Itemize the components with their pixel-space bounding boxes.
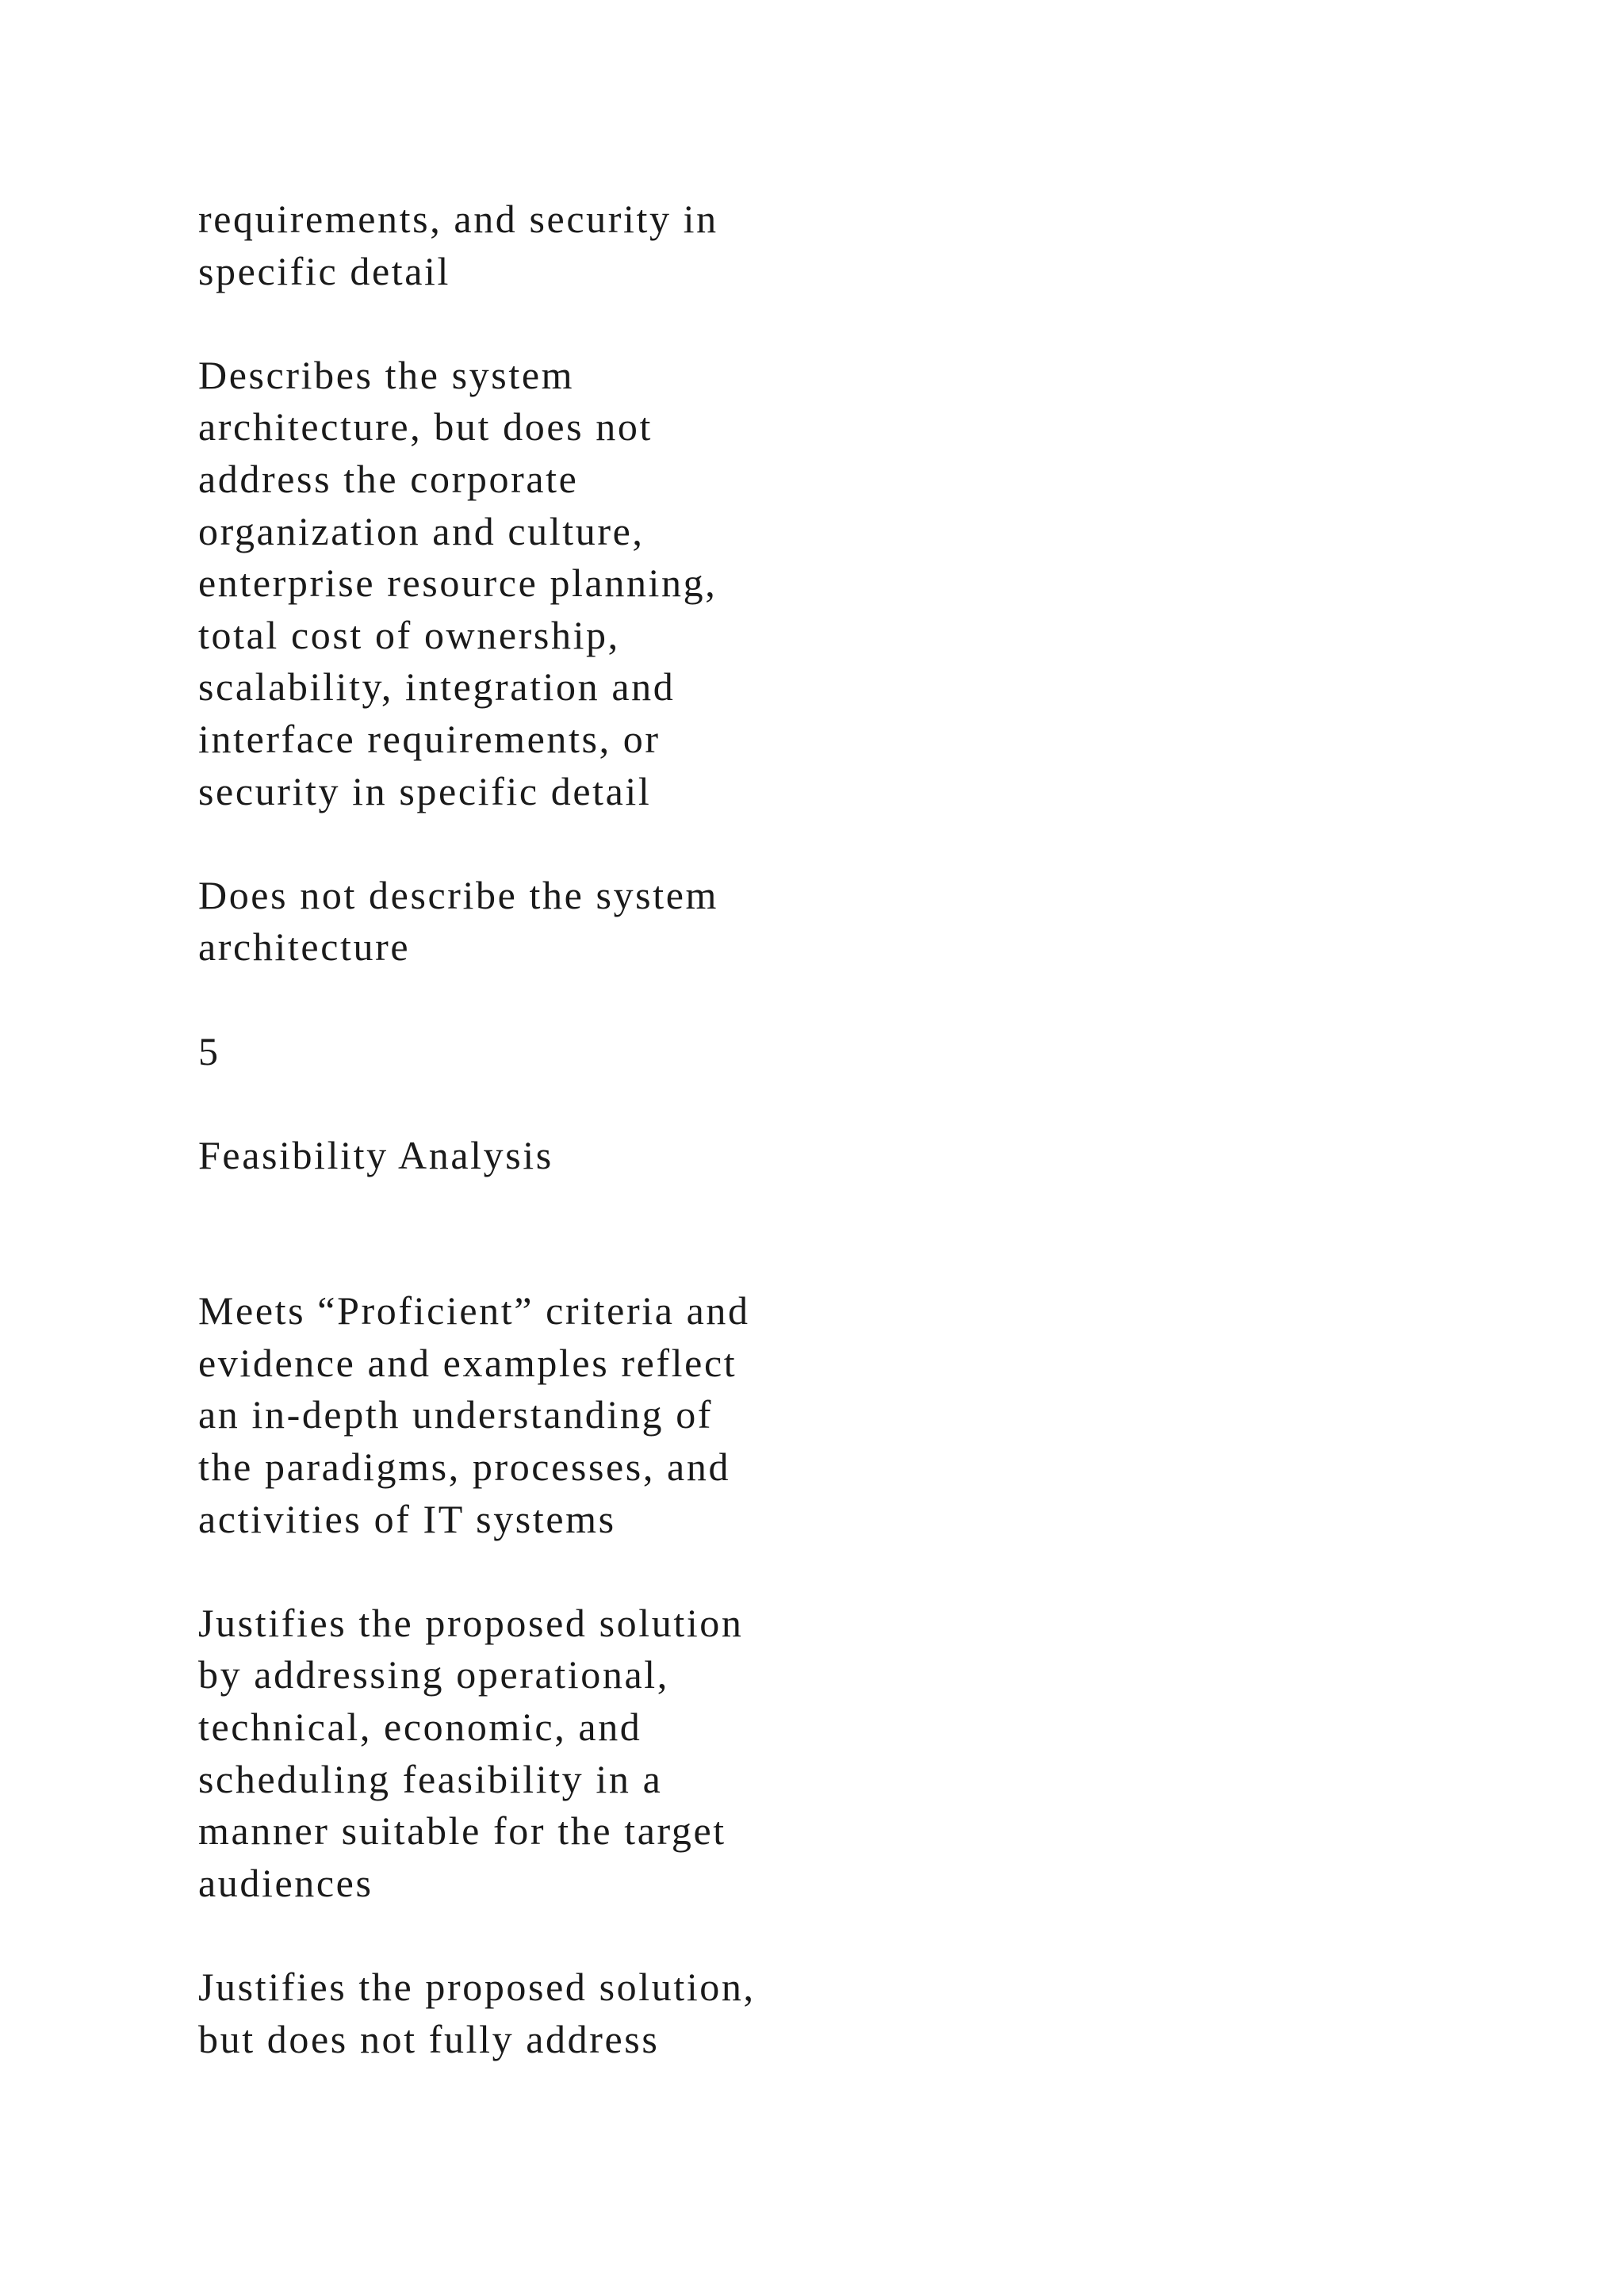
section-title: Feasibility Analysis xyxy=(198,1132,553,1177)
paragraph-exemplary-criteria: Meets “Proficient” criteria and evidence and examples reflect an in-depth understanding of the paradigms, processes, and activities of IT systems xyxy=(198,1288,750,1541)
paragraph-needs-improvement-criteria: Justifies the proposed solution, but does not fully address xyxy=(198,1965,756,2061)
paragraph-no-system-architecture: Does not describe the system architecture xyxy=(198,872,719,970)
paragraph-system-architecture-partial: Describes the system architecture, but does not address the corporate organization and culture, enterprise resource planning, total cost of ownership, scalability, integration and interface requirements, or security in specific detail xyxy=(198,352,718,813)
section-number: 5 xyxy=(198,1028,220,1073)
document-body xyxy=(198,193,1388,2118)
paragraph-proficient-criteria: Justifies the proposed solution by addressing operational, technical, economic, and scheduling feasibility in a manner suitable for the target audiences xyxy=(198,1600,744,1905)
paragraph-security-detail: requirements, and security in specific detail xyxy=(198,197,718,293)
